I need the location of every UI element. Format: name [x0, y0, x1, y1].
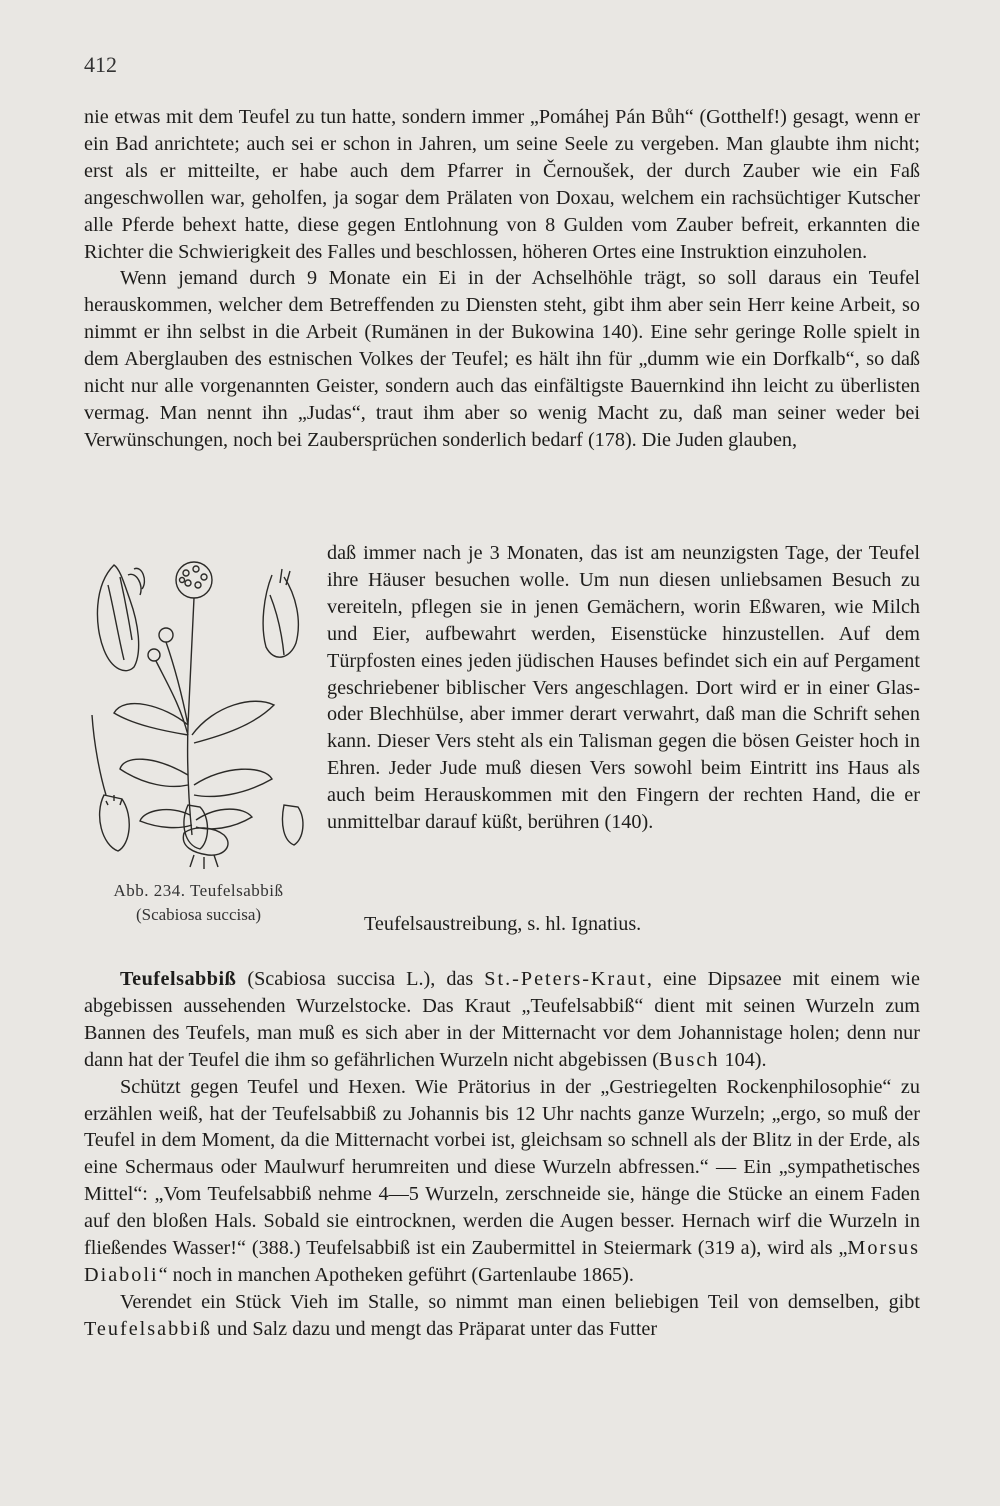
- entry-paragraph: [84, 966, 920, 1074]
- paragraph: nie etwas mit dem Teufel zu tun hatte, sondern immer „Pomáhej Pán Bůh“ (Gotthelf!) gesagt, wenn er ein Bad anrichtete; auch sei er schon in Jahren, um seine Seele zu vergeben. Man glaubte ihm nicht; erst als er mitteilte, er habe auch dem Pfarrer in Černoušek, der durch Zauber wie ein Faß angeschwollen war, geholfen, ja sogar dem Prälaten von Doxau, welchem ein rachsüchtiger Kutscher alle Pferde behext hatte, diese gegen Entlohnung von 8 Gulden vom Zauber befreit, erkannten die Richter die Schwierigkeit des Falles und beschlossen, höheren Ortes eine Instruktion einzuholen.: [84, 106, 920, 263]
- entry-paragraph: [84, 1289, 920, 1343]
- text-run: 104).: [719, 1048, 767, 1071]
- spaced-name: Teufelsabbiß: [84, 1317, 212, 1340]
- scabiosa-illustration: [84, 555, 314, 873]
- text-run: Verendet ein Stück Vieh im Stalle, so nimmt man einen beliebigen Teil von demselben, gibt: [120, 1290, 920, 1313]
- spaced-name: Morsus Diaboli: [84, 1237, 920, 1286]
- figure: [76, 555, 321, 935]
- cross-reference: Teufelsaustreibung, s. hl. Ignatius.: [364, 913, 642, 935]
- headword: Teufelsabbiß: [120, 968, 237, 990]
- spaced-name: St.-Peters-Kraut: [484, 968, 647, 990]
- source-name: Busch: [658, 1048, 720, 1071]
- text-run: und Salz dazu und mengt das Präparat unter das Futter: [211, 1317, 658, 1340]
- text-block-top: [84, 104, 920, 454]
- paragraph: Wenn jemand durch 9 Monate ein Ei in der Achselhöhle trägt, so soll daraus ein Teufel herauskommen, welcher dem Betreffenden zu Diensten steht, gibt ihm aber sein Herr keine Arbeit, so nimmt er ihn selbst in die Arbeit (Rumänen in der Bukowina 140). Eine sehr geringe Rolle spielt in dem Aberglauben des estnischen Volkes der Teufel; es hält ihn für „dumm wie ein Dorfkalb“, so daß nicht nur alle vorgenannten Geister, sondern auch das einfältigste Bauernkind ihn leicht zu überlisten vermag. Man nennt ihn „Judas“, traut ihm aber so wenig Macht zu, daß man seiner weder bei Verwünschungen, noch bei Zaubersprüchen sonderlich bedarf (178). Die Juden glauben,: [84, 267, 920, 451]
- text-run: Schützt gegen Teufel und Hexen. Wie Prätorius in der „Gestriegelten Rockenphilosophie“ zu erzählen weiß, hat der Teufelsabbiß zu Johannis bis 12 Uhr nachts ganze Wurzeln; „ergo, so muß der Teufel in dem Moment, da die Mitternacht vorbei ist, gleichsam so schnell als der Blitz in der Erde, als eine Schermaus oder Maulwurf herumreiten und diese Wurzeln abfressen.“ — Ein „sympathetisches Mittel“: „Vom Teufelsabbiß nehme 4—5 Wurzeln, zerschneide sie, hänge die Stücke an einem Faden auf den bloßen Hals. Sobald sie eintrocknen, werden die Augen besser. Hernach wirf die Wurzeln in fließendes Wasser!“ (388.) Teufelsabbiß ist ein Zaubermittel in Steiermark (319 a), wird als „: [84, 1075, 920, 1260]
- page-number: 412: [84, 52, 117, 77]
- entry-teufelsabbiss: [84, 966, 920, 1343]
- text-run: “ noch in manchen Apotheken geführt (Gartenlaube 1865).: [158, 1263, 634, 1286]
- entry-paragraph: [84, 1074, 920, 1289]
- text-run: (Scabiosa succisa L.), das: [236, 968, 485, 990]
- figure-caption-species: (Scabiosa succisa): [135, 905, 262, 924]
- text-beside-figure: [327, 540, 920, 836]
- paragraph: daß immer nach je 3 Monaten, das ist am neunzigsten Tage, der Teufel ihre Häuser besuchen wolle. Um nun diesen unliebsamen Besuch zu vereiteln, pflegen sie in jenen Gemächern, worin Eßwaren, wie Milch und Eier, aufbewahrt werden, Eisenstücke hinzustellen. Auf dem Türpfosten eines jeden jüdischen Hauses befindet sich ein auf Pergament geschriebener biblischer Vers angeschlagen. Dort wird er in einer Glas- oder Blechhülse, aber immer derart verwahrt, daß man die Schrift sehen kann. Dieser Vers steht als ein Talisman gegen die bösen Geister hoch in Ehren. Jeder Jude muß diesen Vers sowohl beim Eintritt ins Haus als auch beim Herauskommen mit den Fingern der rechten Hand, die er unmittelbar darauf küßt, berühren (140).: [327, 542, 920, 834]
- text-run: , eine Dipsazee mit einem wie abgebissen aussehenden Wurzelstocke. Das Kraut „Teufelsabbiß“ dient mit seinen Wurzeln zum Bannen des Teufels, man muß es sich aber in der Mitternacht vor dem Johannistage holen; denn nur dann hat der Teufel die ihm so gefährlichen Wurzeln nicht abgebissen (: [84, 968, 920, 1071]
- figure-caption: Abb. 234. Teufelsabbiß: [113, 881, 284, 900]
